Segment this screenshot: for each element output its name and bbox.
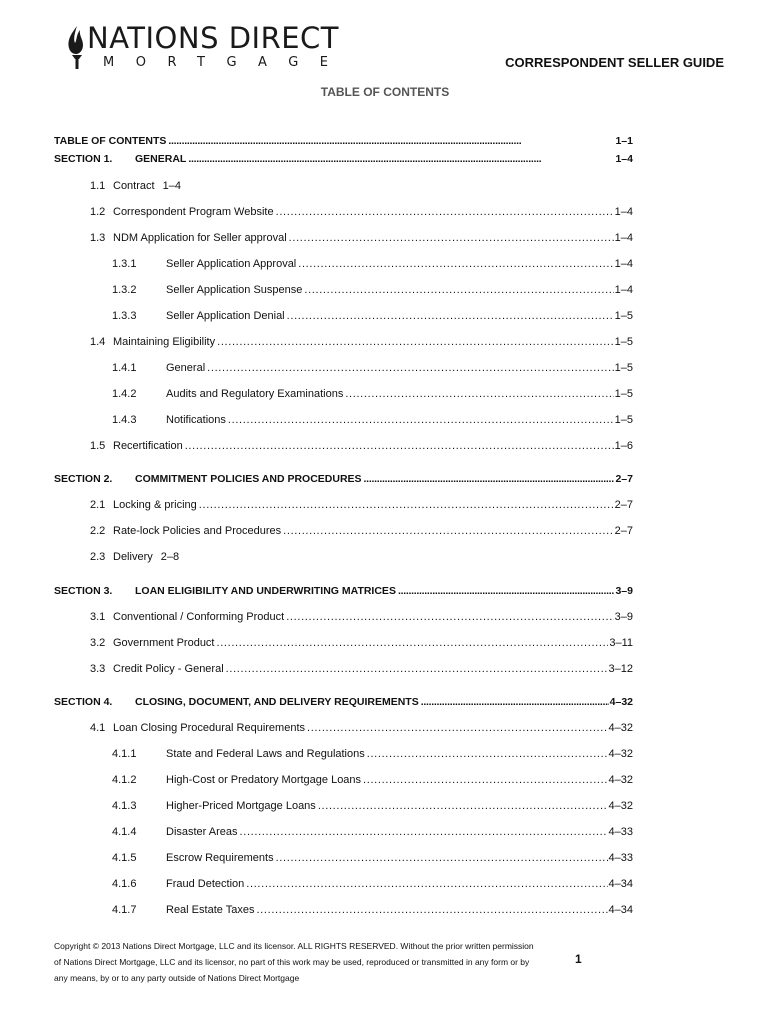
toc-entry-page: 2–7 (614, 525, 633, 537)
toc-entry-title: COMMITMENT POLICIES AND PROCEDURES (135, 473, 362, 485)
toc-entry-number: 4.1.5 (112, 852, 137, 864)
toc-entry[interactable] (90, 722, 633, 738)
nations-direct-logo (63, 20, 350, 70)
toc-entry-number: 1.2 (90, 206, 106, 218)
toc-entry[interactable] (90, 611, 633, 627)
toc-entry-title: Contract (113, 180, 155, 192)
page-number: 1 (575, 952, 582, 966)
dot-leader (398, 585, 615, 597)
toc-entry-number: SECTION 2. (54, 473, 113, 485)
toc-entry-number: 4.1.3 (112, 800, 137, 812)
dot-leader (289, 232, 614, 244)
toc-entry-title: Recertification (113, 440, 183, 452)
toc-entry-page: 1–4 (614, 232, 633, 244)
dot-leader (228, 414, 614, 426)
toc-entry-number: 1.4 (90, 336, 106, 348)
toc-entry[interactable] (112, 904, 633, 920)
toc-entry-title: Credit Policy - General (113, 663, 224, 675)
toc-entry[interactable] (90, 663, 633, 679)
toc-entry-page: 4–33 (608, 852, 633, 864)
toc-entry-page: 1–5 (614, 362, 633, 374)
dot-leader (185, 440, 614, 452)
toc-entry-page: 1–5 (614, 336, 633, 348)
toc-entry-number: 4.1 (90, 722, 106, 734)
toc-entry-title: Fraud Detection (166, 878, 245, 890)
toc-entry-page: 3–9 (614, 611, 633, 623)
dot-leader (226, 663, 608, 675)
toc-entry-title: High-Cost or Predatory Mortgage Loans (166, 774, 362, 786)
toc-entry-title: Notifications (166, 414, 226, 426)
toc-entry-page: 1–4 (614, 284, 633, 296)
toc-entry-page: 4–34 (608, 878, 633, 890)
toc-entry-title: Seller Application Denial (166, 310, 285, 322)
toc-entry-title: Delivery (113, 551, 153, 563)
toc-entry[interactable] (112, 388, 633, 404)
dot-leader (199, 499, 614, 511)
toc-entry[interactable] (54, 585, 633, 601)
dot-leader (421, 696, 609, 708)
toc-entry-number: 4.1.2 (112, 774, 137, 786)
toc-entry[interactable] (112, 748, 633, 764)
toc-entry-title: Real Estate Taxes (166, 904, 255, 916)
dot-leader (240, 826, 608, 838)
toc-entry-number: 2.2 (90, 525, 106, 537)
dot-leader (304, 284, 613, 296)
dot-leader (318, 800, 608, 812)
dot-leader (364, 473, 615, 485)
toc-entry-page: 3–9 (615, 585, 633, 597)
toc-entry-title: Government Product (113, 637, 215, 649)
toc-entry-number: 1.4.3 (112, 414, 137, 426)
copyright-notice: Copyright © 2013 Nations Direct Mortgage, LLC and its licensor. ALL RIGHTS RESERVED. Without the prior written permission of Nations Direct Mortgage, LLC and its licensor, no part of this work may be used, reproduced or transmitted in any form or by any means, by or to any party outside of Nations Direct Mortgage (54, 941, 534, 983)
guide-title: CORRESPONDENT SELLER GUIDE (505, 55, 724, 70)
toc-entry-title: Correspondent Program Website (113, 206, 274, 218)
dot-leader (283, 525, 614, 537)
toc-entry-page: 4–34 (608, 904, 633, 916)
toc-entry-number: 1.3.1 (112, 258, 137, 270)
toc-entry-page: 1–5 (614, 414, 633, 426)
toc-entry-page: 1–4 (162, 180, 181, 192)
toc-entry[interactable] (90, 525, 633, 541)
toc-entry-page: 2–8 (160, 551, 180, 563)
toc-entry-title: General (166, 362, 206, 374)
toc-entry-title: TABLE OF CONTENTS (54, 135, 167, 147)
toc-entry-page: 4–32 (608, 748, 633, 760)
toc-entry[interactable] (112, 774, 633, 790)
toc-entry-page: 3–12 (608, 663, 633, 675)
toc-entry-number: 1.3.3 (112, 310, 137, 322)
dot-leader (188, 153, 614, 165)
logo-subtitle: MORTGAGE (103, 55, 350, 70)
toc-entry-number: 4.1.6 (112, 878, 137, 890)
toc-entry[interactable] (54, 473, 633, 489)
toc-entry-title: Seller Application Approval (166, 258, 297, 270)
toc-entry-page: 1–4 (614, 206, 633, 218)
logo-name: NATIONS DIRECT (87, 21, 340, 55)
dot-leader (256, 904, 607, 916)
torch-flame-icon (63, 24, 89, 70)
toc-entry-number: 1.4.1 (112, 362, 137, 374)
dot-leader (276, 206, 614, 218)
dot-leader (307, 722, 608, 734)
toc-entry-page: 1–4 (615, 153, 633, 165)
toc-entry[interactable] (90, 551, 633, 567)
toc-entry-number: 4.1.7 (112, 904, 137, 916)
dot-leader (345, 388, 613, 400)
toc-entry-title: Higher-Priced Mortgage Loans (166, 800, 316, 812)
toc-entry[interactable] (112, 800, 633, 816)
toc-entry-number: 2.3 (90, 551, 106, 563)
toc-entry-number: 4.1.4 (112, 826, 137, 838)
toc-entry-page: 2–7 (614, 499, 633, 511)
toc-entry-title: GENERAL (135, 153, 187, 165)
toc-entry[interactable] (112, 414, 633, 430)
toc-entry[interactable] (112, 310, 633, 326)
toc-entry[interactable] (90, 637, 633, 653)
toc-entry-title: Loan Closing Procedural Requirements (113, 722, 305, 734)
toc-entry-number: 3.2 (90, 637, 106, 649)
toc-entry-number: 1.1 (90, 180, 106, 192)
dot-leader (298, 258, 613, 270)
toc-entry-title: Seller Application Suspense (166, 284, 303, 296)
dot-leader (287, 310, 614, 322)
toc-entry-number: 4.1.1 (112, 748, 137, 760)
toc-entry[interactable] (90, 499, 633, 515)
toc-entry[interactable] (90, 180, 633, 196)
toc-entry-title: Conventional / Conforming Product (113, 611, 285, 623)
dot-leader (207, 362, 614, 374)
dot-leader (217, 637, 609, 649)
toc-entry[interactable] (90, 232, 633, 248)
dot-leader (168, 135, 614, 147)
toc-entry[interactable] (112, 362, 633, 378)
toc-entry-number: SECTION 3. (54, 585, 113, 597)
dot-leader (276, 852, 608, 864)
toc-entry-title: LOAN ELIGIBILITY AND UNDERWRITING MATRICES (135, 585, 396, 597)
toc-entry-title: Escrow Requirements (166, 852, 274, 864)
toc-entry[interactable] (54, 696, 633, 712)
toc-entry-title: NDM Application for Seller approval (113, 232, 287, 244)
toc-entry-number: 1.5 (90, 440, 106, 452)
toc-entry-page: 4–32 (608, 722, 633, 734)
toc-entry[interactable] (112, 284, 633, 300)
toc-entry[interactable] (54, 153, 633, 169)
toc-entry-page: 4–32 (608, 800, 633, 812)
toc-entry[interactable] (90, 440, 633, 456)
toc-entry-number: 2.1 (90, 499, 106, 511)
toc-entry-page: 3–11 (609, 637, 633, 649)
toc-entry-number: 3.1 (90, 611, 106, 623)
toc-entry-page: 4–33 (608, 826, 633, 838)
toc-entry-title: Locking & pricing (113, 499, 197, 511)
toc-entry-number: SECTION 1. (54, 153, 113, 165)
toc-entry-page: 1–6 (614, 440, 633, 452)
toc-entry-title: Maintaining Eligibility (113, 336, 216, 348)
toc-entry-page: 4–32 (609, 696, 633, 708)
toc-entry[interactable] (112, 258, 633, 274)
toc-entry-number: SECTION 4. (54, 696, 113, 708)
toc-entry[interactable] (54, 135, 633, 151)
toc-entry[interactable] (112, 878, 633, 894)
toc-entry-page: 1–1 (615, 135, 633, 147)
toc-entry-page: 4–32 (608, 774, 633, 786)
dot-leader (363, 774, 607, 786)
toc-entry-number: 3.3 (90, 663, 106, 675)
toc-entry-title: Disaster Areas (166, 826, 238, 838)
toc-entry-title: Rate-lock Policies and Procedures (113, 525, 282, 537)
dot-leader (286, 611, 613, 623)
toc-entry-page: 2–7 (615, 473, 633, 485)
toc-entry-page: 1–4 (614, 258, 633, 270)
dot-leader (367, 748, 608, 760)
toc-entry[interactable] (90, 206, 633, 222)
toc-entry-page: 1–5 (614, 388, 633, 400)
toc-entry[interactable] (112, 852, 633, 868)
toc-entry[interactable] (90, 336, 633, 352)
toc-entry-number: 1.4.2 (112, 388, 137, 400)
toc-entry[interactable] (112, 826, 633, 842)
toc-entry-title: Audits and Regulatory Examinations (166, 388, 344, 400)
toc-entry-number: 1.3 (90, 232, 106, 244)
toc-entry-title: State and Federal Laws and Regulations (166, 748, 365, 760)
toc-entry-number: 1.3.2 (112, 284, 137, 296)
dot-leader (246, 878, 607, 890)
toc-entry-title: CLOSING, DOCUMENT, AND DELIVERY REQUIREMENTS (135, 696, 419, 708)
toc-heading: TABLE OF CONTENTS (320, 85, 450, 99)
dot-leader (217, 336, 614, 348)
toc-entry-page: 1–5 (614, 310, 633, 322)
